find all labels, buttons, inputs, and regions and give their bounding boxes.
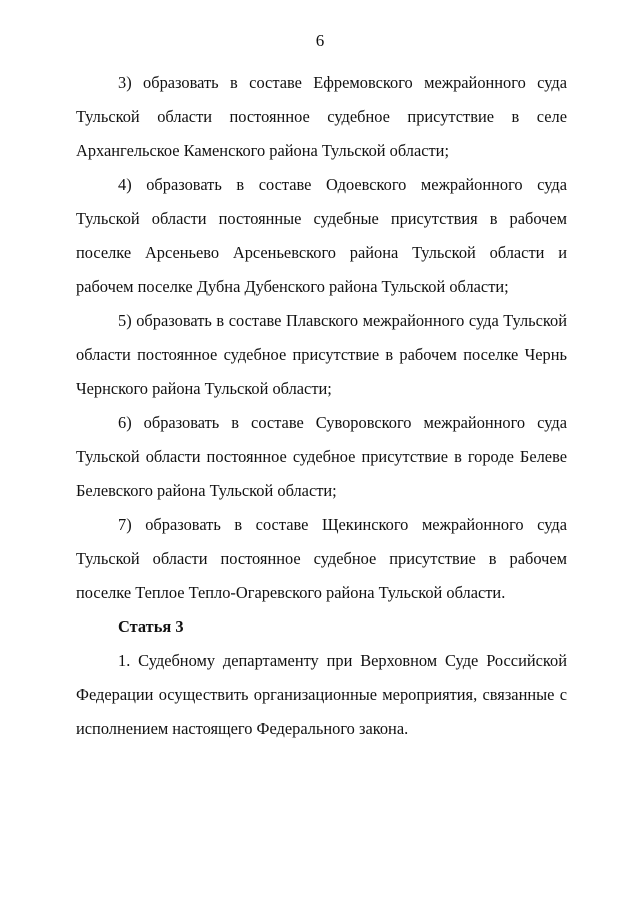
clause-6: 6) образовать в составе Суворовского межрайонного суда Тульской области постоянное судебное присутствие в городе Белеве Белевского района Тульской области; [76, 413, 567, 500]
article-heading: Статья 3 [118, 617, 184, 636]
article-3-clause-1: 1. Судебному департаменту при Верховном Суде Российской Федерации осуществить организационные мероприятия, связанные с исполнением настоящего Федерального закона. [76, 651, 567, 738]
page-number: 6 [315, 31, 325, 50]
document-body [76, 66, 567, 746]
clause-3: 3) образовать в составе Ефремовского межрайонного суда Тульской области постоянное судебное присутствие в селе Архангельское Каменского района Тульской области; [76, 73, 567, 160]
clause-4: 4) образовать в составе Одоевского межрайонного суда Тульской области постоянные судебные присутствия в рабочем поселке Арсеньево Арсеньевского района Тульской области и рабочем поселке Дубна Дубенского района Тульской области; [76, 175, 567, 296]
clause-7: 7) образовать в составе Щекинского межрайонного суда Тульской области постоянное судебное присутствие в рабочем поселке Теплое Тепло-Огаревского района Тульской области. [76, 515, 567, 602]
clause-5: 5) образовать в составе Плавского межрайонного суда Тульской области постоянное судебное присутствие в рабочем поселке Чернь Чернского района Тульской области; [76, 311, 567, 398]
